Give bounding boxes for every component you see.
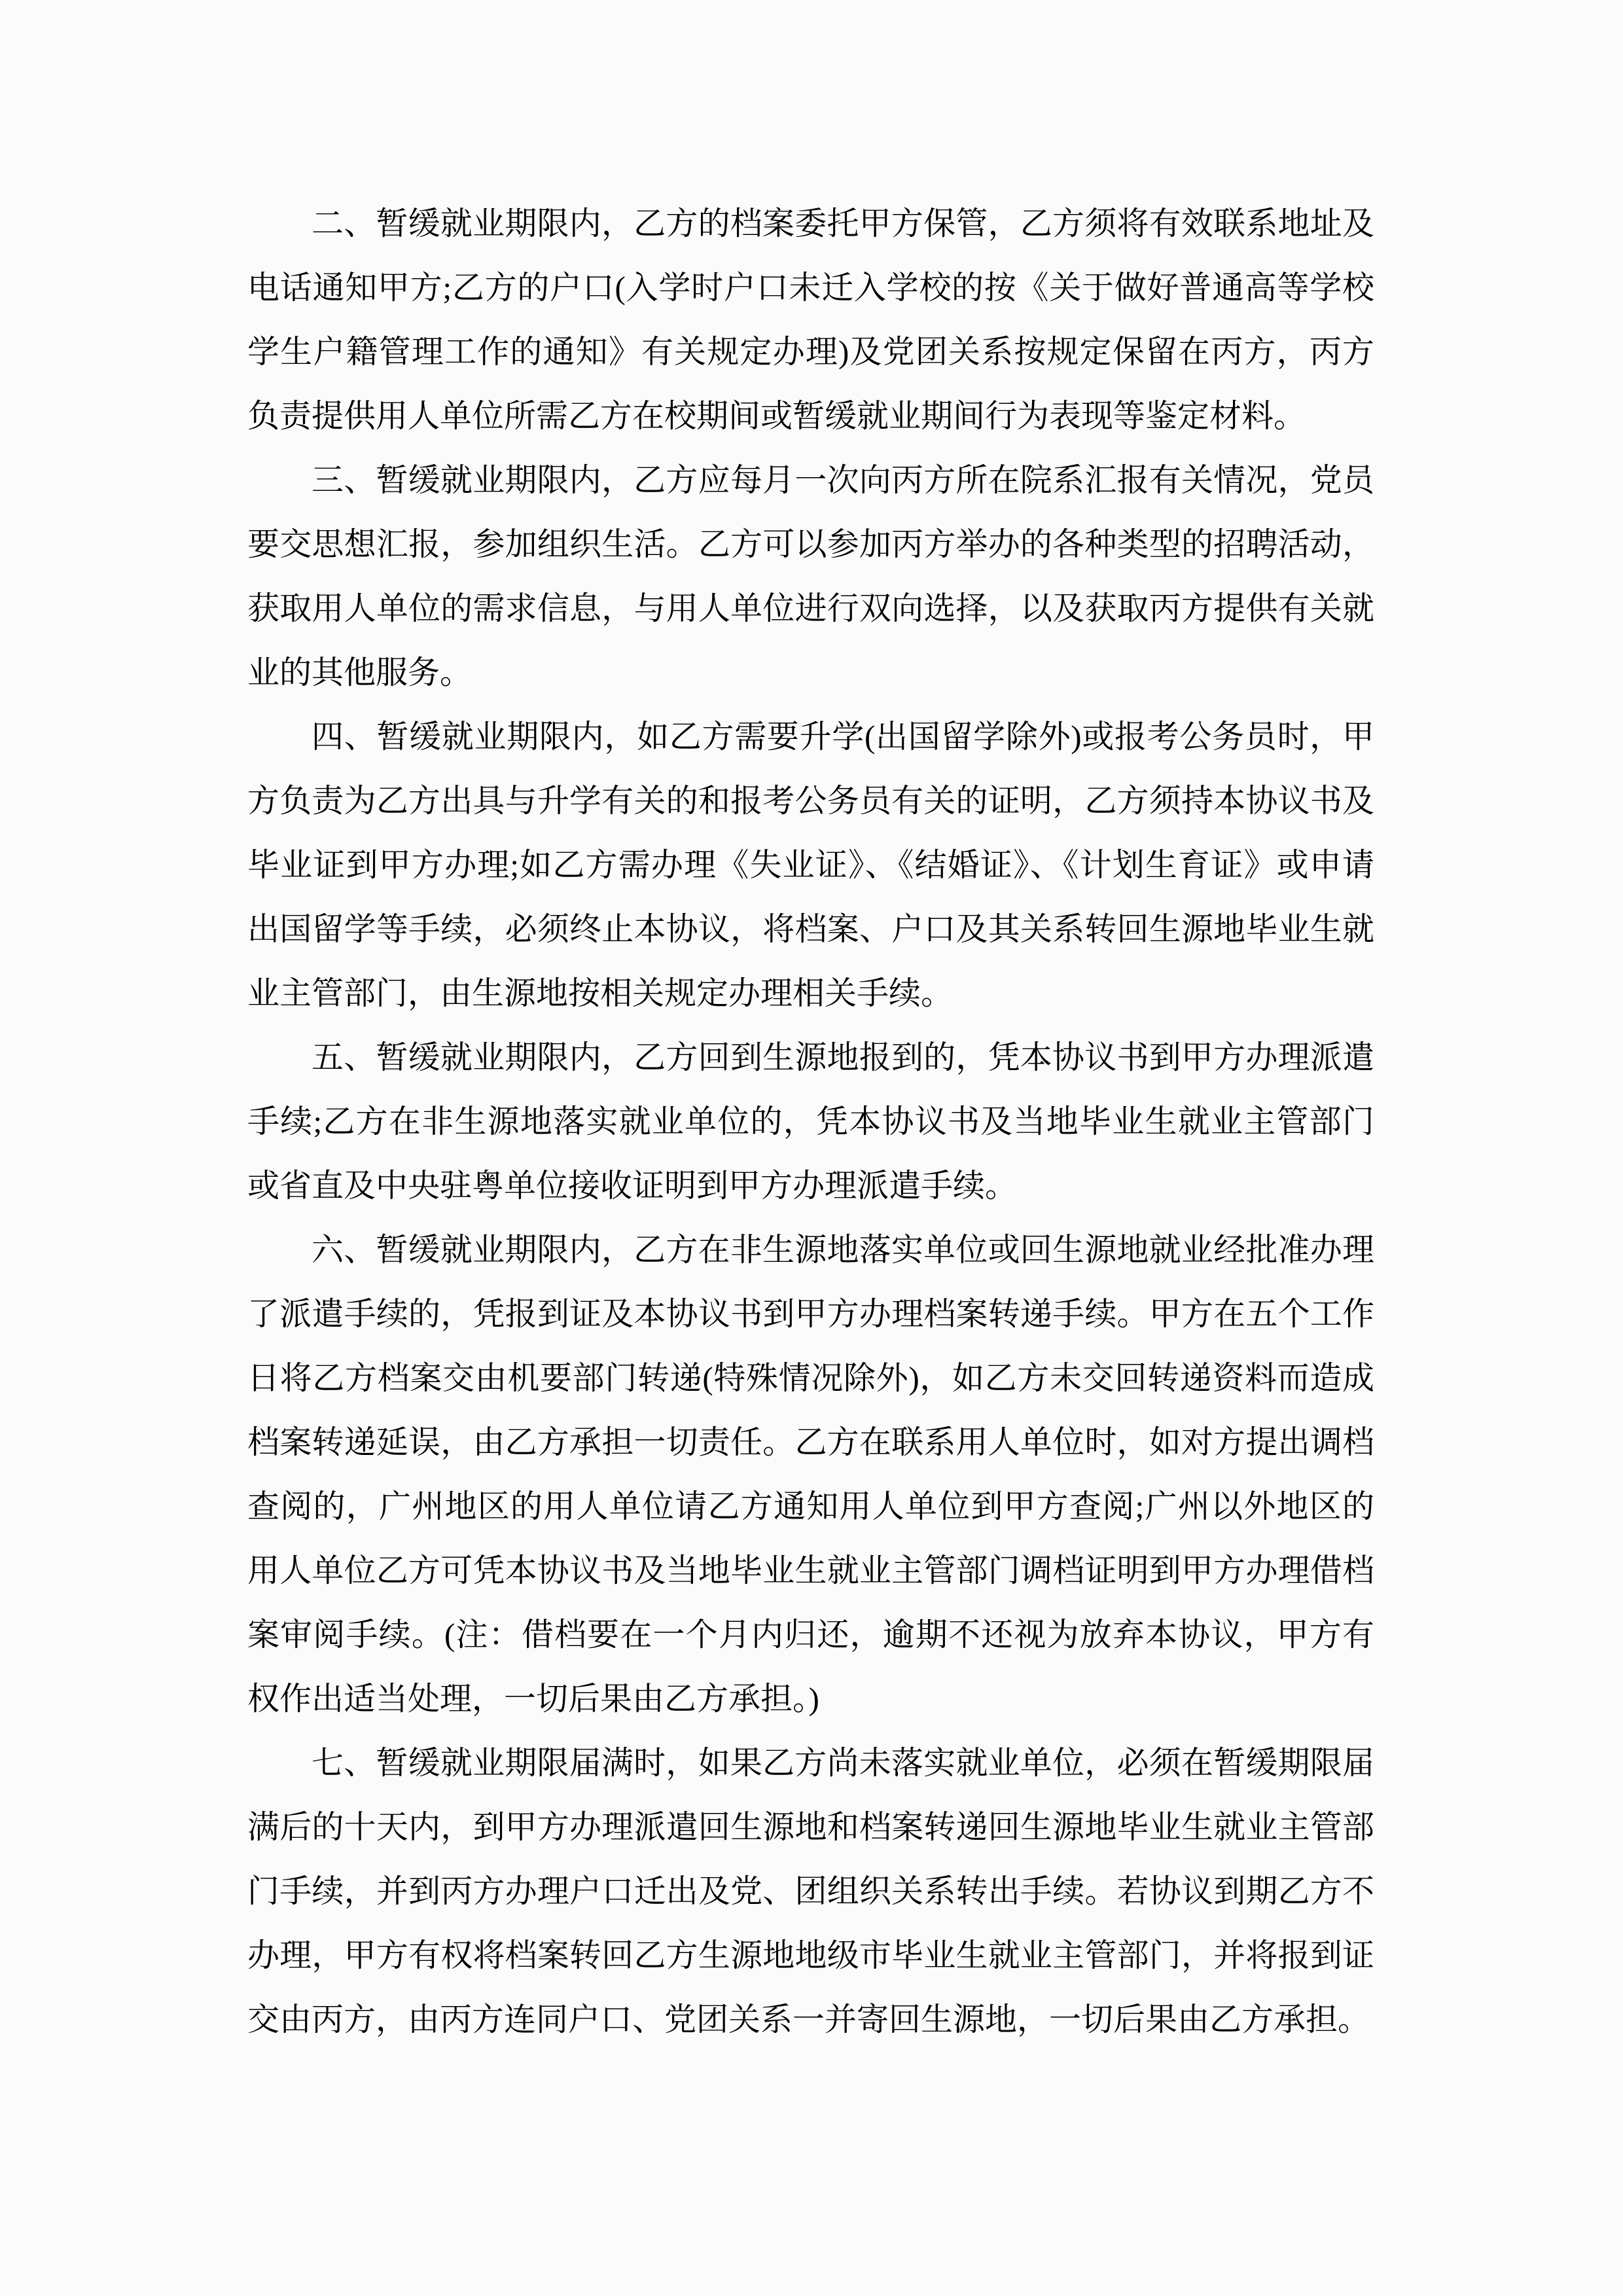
clause-5-paragraph: 五、暂缓就业期限内，乙方回到生源地报到的，凭本协议书到甲方办理派遣手续;乙方在非生源地落实就业单位的，凭本协议书及当地毕业生就业主管部门或省直及中央驻粤单位接收证明到甲方办理派遣手续。 [247, 1039, 1374, 1204]
contract-text-block [247, 192, 1374, 2052]
clause-7-paragraph: 七、暂缓就业期限届满时，如果乙方尚未落实就业单位，必须在暂缓期限届满后的十天内，到甲方办理派遣回生源地和档案转递回生源地毕业生就业主管部门手续，并到丙方办理户口迁出及党、团组织关系转出手续。若协议到期乙方不办理，甲方有权将档案转回乙方生源地地级市毕业生就业主管部门，并将报到证交由丙方，由丙方连同户口、党团关系一并寄回生源地，一切后果由乙方承担。 [247, 1745, 1374, 2037]
clause-4-paragraph: 四、暂缓就业期限内，如乙方需要升学(出国留学除外)或报考公务员时，甲方负责为乙方出具与升学有关的和报考公务员有关的证明，乙方须持本协议书及毕业证到甲方办理;如乙方需办理《失业证》、《结婚证》、《计划生育证》或申请出国留学等手续，必须终止本协议，将档案、户口及其关系转回生源地毕业生就业主管部门，由生源地按相关规定办理相关手续。 [247, 719, 1374, 1011]
clause-6-paragraph: 六、暂缓就业期限内，乙方在非生源地落实单位或回生源地就业经批准办理了派遣手续的，凭报到证及本协议书到甲方办理档案转递手续。甲方在五个工作日将乙方档案交由机要部门转递(特殊情况除外)，如乙方未交回转递资料而造成档案转递延误，由乙方承担一切责任。乙方在联系用人单位时，如对方提出调档查阅的，广州地区的用人单位请乙方通知用人单位到甲方查阅;广州以外地区的用人单位乙方可凭本协议书及当地毕业生就业主管部门调档证明到甲方办理借档案审阅手续。(注：借档要在一个月内归还，逾期不还视为放弃本协议，甲方有权作出适当处理，一切后果由乙方承担。) [247, 1232, 1374, 1717]
clause-3-paragraph: 三、暂缓就业期限内，乙方应每月一次向丙方所在院系汇报有关情况，党员要交思想汇报，参加组织生活。乙方可以参加丙方举办的各种类型的招聘活动，获取用人单位的需求信息，与用人单位进行双向选择，以及获取丙方提供有关就业的其他服务。 [247, 462, 1374, 691]
clause-2-paragraph: 二、暂缓就业期限内，乙方的档案委托甲方保管，乙方须将有效联系地址及电话通知甲方;乙方的户口(入学时户口未迁入学校的按《关于做好普通高等学校学生户籍管理工作的通知》有关规定办理)及党团关系按规定保留在丙方，丙方负责提供用人单位所需乙方在校期间或暂缓就业期间行为表现等鉴定材料。 [247, 206, 1374, 434]
